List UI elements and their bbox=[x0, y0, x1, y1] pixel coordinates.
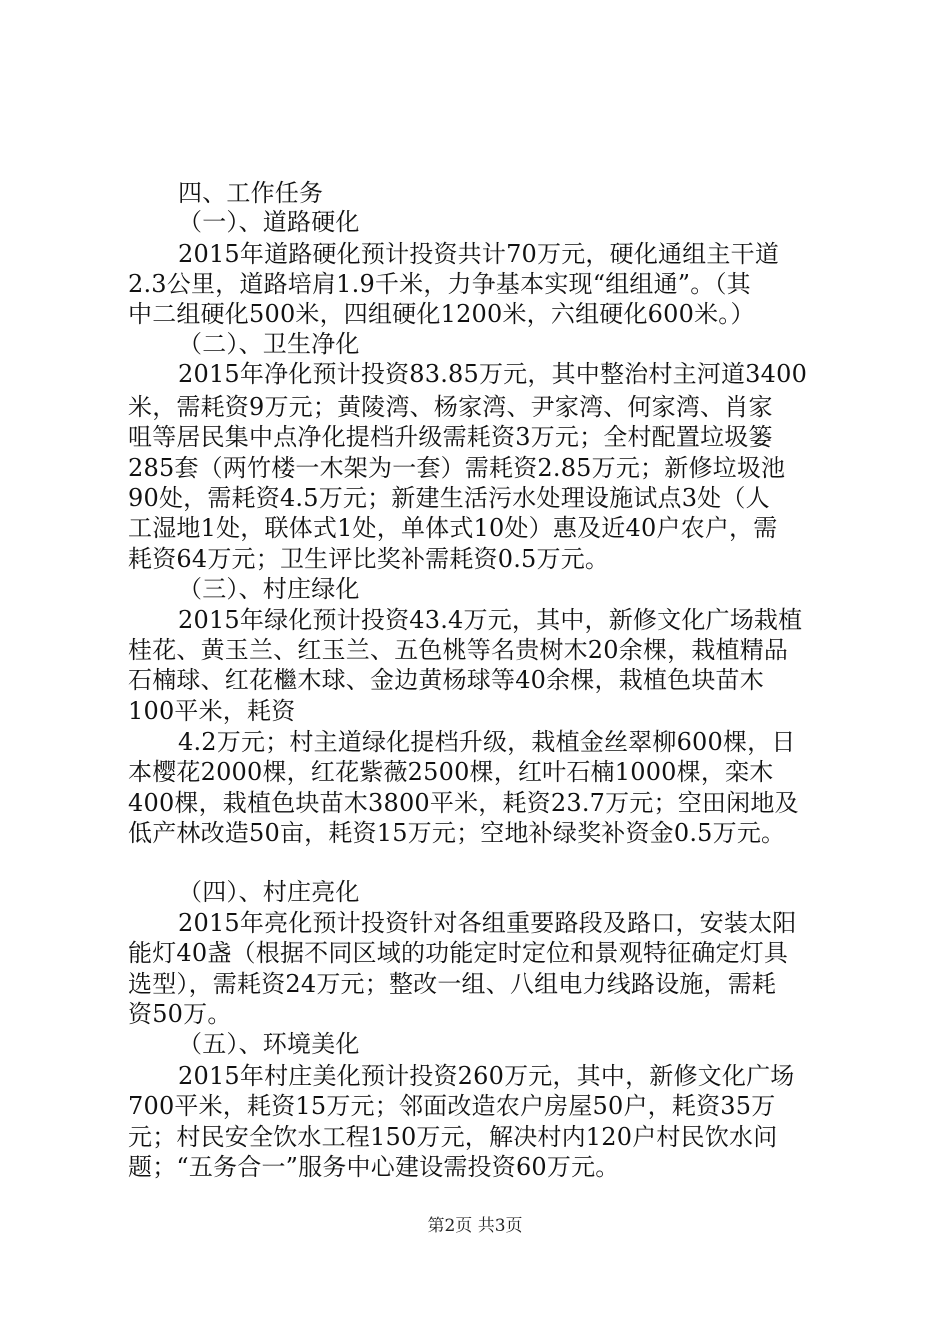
subsection-title-greening: （三）、村庄绿化 bbox=[178, 575, 360, 603]
paragraph-line: 2015年村庄美化预计投资260万元，其中，新修文化广场 bbox=[178, 1062, 795, 1090]
subsection-title-lighting: （四）、村庄亮化 bbox=[178, 878, 360, 906]
subsection-title-beautification: （五）、环境美化 bbox=[178, 1030, 360, 1058]
paragraph-line: 低产林改造50亩，耗资15万元；空地补绿奖补资金0.5万元。 bbox=[128, 819, 786, 847]
paragraph-line: 米，需耗资9万元；黄陵湾、杨家湾、尹家湾、何家湾、肖家 bbox=[128, 393, 773, 421]
paragraph-line: 2.3公里，道路培肩1.9千米，力争基本实现“组组通”。（其 bbox=[128, 270, 751, 298]
paragraph-line: 题；“五务合一”服务中心建设需投资60万元。 bbox=[128, 1153, 620, 1181]
subsection-title-sanitation: （二）、卫生净化 bbox=[178, 330, 360, 358]
page-number-footer: 第2页 共3页 bbox=[427, 1216, 523, 1236]
paragraph-line: 100平米，耗资 bbox=[128, 697, 296, 725]
paragraph-line: 元；村民安全饮水工程150万元，解决村内120户村民饮水问 bbox=[128, 1123, 778, 1151]
paragraph-line: 选型），需耗资24万元；整改一组、八组电力线路设施，需耗 bbox=[128, 970, 777, 998]
paragraph-line: 285套（两竹楼一木架为一套）需耗资2.85万元；新修垃圾池 bbox=[128, 454, 786, 482]
paragraph-line: 工湿地1处，联体式1处，单体式10处）惠及近40户农户，需 bbox=[128, 514, 778, 542]
paragraph-line: 4.2万元；村主道绿化提档升级，栽植金丝翠柳600棵，日 bbox=[178, 728, 796, 756]
paragraph-line: 2015年亮化预计投资针对各组重要路段及路口，安装太阳 bbox=[178, 909, 797, 937]
section-title: 四、工作任务 bbox=[178, 179, 324, 207]
paragraph-line: 石楠球、红花檵木球、金边黄杨球等40余棵，栽植色块苗木 bbox=[128, 666, 764, 694]
paragraph-line: 2015年道路硬化预计投资共计70万元，硬化通组主干道 bbox=[178, 240, 780, 268]
subsection-title-road: （一）、道路硬化 bbox=[178, 208, 360, 236]
paragraph-line: 本樱花2000棵，红花紫薇2500棵，红叶石楠1000棵，栾木 bbox=[128, 758, 774, 786]
paragraph-line: 能灯40盏（根据不同区域的功能定时定位和景观特征确定灯具 bbox=[128, 939, 789, 967]
paragraph-line: 资50万。 bbox=[128, 1000, 232, 1028]
paragraph-line: 400棵，栽植色块苗木3800平米，耗资23.7万元；空田闲地及 bbox=[128, 789, 799, 817]
paragraph-line: 700平米，耗资15万元；邻面改造农户房屋50户，耗资35万 bbox=[128, 1092, 776, 1120]
paragraph-line: 2015年绿化预计投资43.4万元，其中，新修文化广场栽植 bbox=[178, 606, 803, 634]
paragraph-line: 2015年净化预计投资83.85万元，其中整治村主河道3400 bbox=[178, 360, 808, 388]
paragraph-line: 耗资64万元；卫生评比奖补需耗资0.5万元。 bbox=[128, 545, 610, 573]
paragraph-line: 桂花、黄玉兰、红玉兰、五色桃等名贵树木20余棵，栽植精品 bbox=[128, 636, 789, 664]
paragraph-line: 中二组硬化500米，四组硬化1200米，六组硬化600米。） bbox=[128, 300, 755, 328]
paragraph-line: 咀等居民集中点净化提档升级需耗资3万元；全村配置垃圾篓 bbox=[128, 423, 773, 451]
paragraph-line: 90处，需耗资4.5万元；新建生活污水处理设施试点3处（人 bbox=[128, 484, 770, 512]
